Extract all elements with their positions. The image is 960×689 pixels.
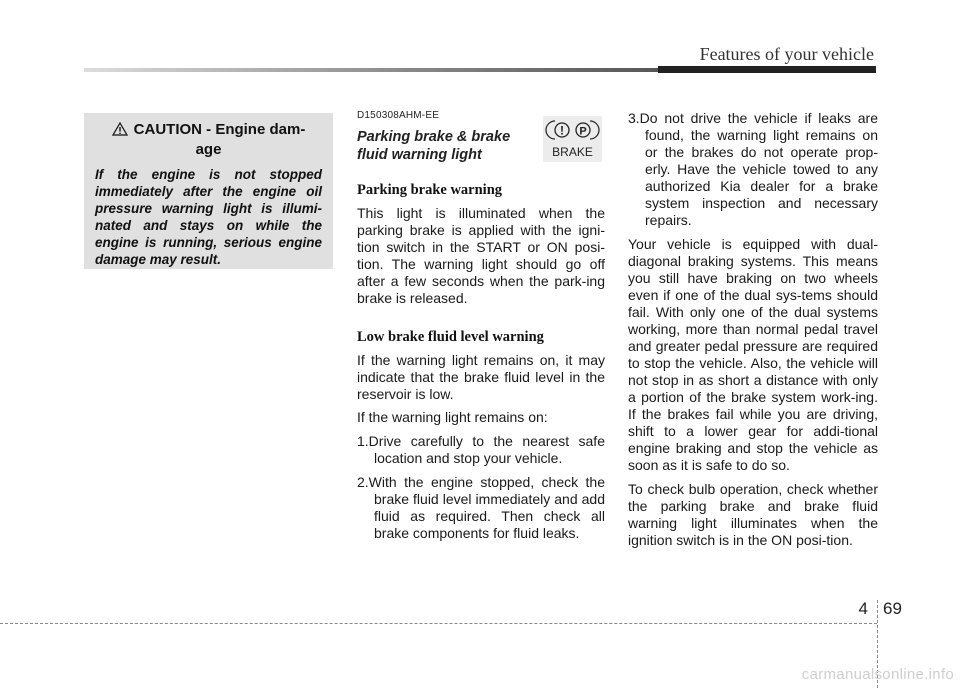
- caution-text: If the engine is not stopped immediately after the engine oil pressure warning light is illumi-nated and stays on while the engine is running, serious engine damage may result.: [95, 167, 322, 267]
- section-code: D150308AHM-EE: [357, 110, 440, 121]
- caution-label: CAUTION: [133, 121, 202, 138]
- caution-box: [84, 113, 333, 269]
- column-right: [628, 110, 878, 549]
- brake-icon-label: BRAKE: [552, 145, 593, 159]
- subheading-brake-fluid: Low brake fluid level warning: [357, 329, 544, 345]
- list-item: 2.With the engine stopped, check the brake fluid level immediately and add fluid as required. Then check all brake components for fluid leaks.: [357, 474, 605, 541]
- subheading-parking-brake: Parking brake warning: [357, 182, 503, 198]
- brake-icon-exclamation: !: [560, 123, 564, 138]
- chapter-number: 4: [858, 599, 868, 618]
- header-rule-accent: [658, 66, 876, 73]
- caution-title: - Engine dam-age: [195, 121, 306, 158]
- footer-rule: [0, 623, 877, 624]
- paragraph-bulb-check: To check bulb operation, check whether the parking brake and brake fluid warning light illuminates when the ignition switch is in the ON posi-tion.: [628, 481, 878, 548]
- caution-heading: [95, 121, 322, 159]
- paragraph-dual-diagonal: Your vehicle is equipped with dual-diagonal braking systems. This means you still have braking on two wheels even if one of the dual sys-tems should fail. With only one of the dual systems working, more than normal pedal travel and greater pedal pressure are required to stop the vehicle. Also, the vehicle will not stop in as short a distance with only a portion of the brake system work-ing. If the brakes fail while you are driving, shift to a lower gear for addi-tional engine braking and stop the vehicle as soon as it is safe to do so.: [628, 236, 878, 473]
- list-item: 3.Do not drive the vehicle if leaks are found, the warning light remains on or the brakes do not operate prop-erly. Have the vehicle towed to any authorized Kia dealer for a brake system inspection and necessary repairs.: [628, 110, 878, 228]
- section-title: Parking brake & brake fluid warning light: [357, 129, 511, 163]
- list-item: 1.Drive carefully to the nearest safe location and stop your vehicle.: [357, 433, 605, 466]
- brake-icon-p: P: [579, 125, 587, 138]
- watermark: carmanualsonline.info: [801, 666, 954, 683]
- column-middle: [357, 110, 605, 542]
- paragraph-parking-brake: This light is illuminated when the parking brake is applied with the igni-tion switch in the START or ON posi-tion. The warning light should go off after a few seconds when the park-ing brake is released.: [357, 205, 605, 306]
- paragraph-if-remains-on: If the warning light remains on:: [357, 409, 548, 425]
- warning-triangle-icon: [112, 122, 128, 141]
- page-header-title: Features of your vehicle: [699, 44, 874, 64]
- paragraph-brake-fluid: If the warning light remains on, it may indicate that the brake fluid level in the reservoir is low.: [357, 352, 605, 402]
- page-number: 69: [883, 599, 902, 618]
- brake-warning-icon: [543, 116, 602, 162]
